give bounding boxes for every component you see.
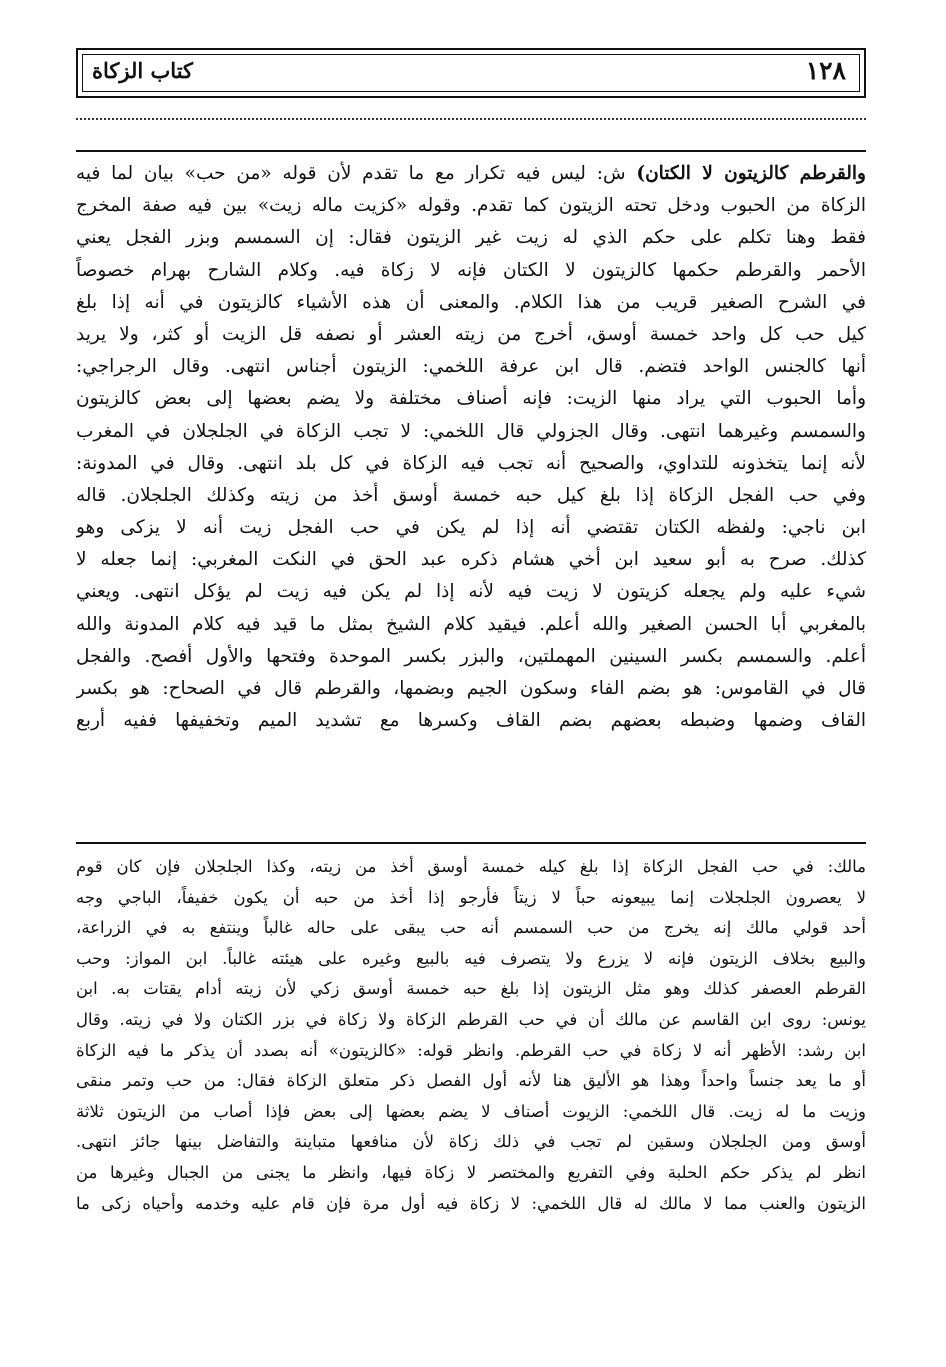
footnote-line: ابن رشد: الأظهر أنه لا زكاة في حب القرطم. وانظر قوله: «كالزيتون» أنه بصدد أن يذكر ما فيه الزكاة	[76, 1040, 866, 1060]
footnote-line: أوسق ومن الجلجلان وسقين لم تجب في ذلك زكاة لأن منافعها متباينة والتفاضل بينها جائز انتهى.	[76, 1132, 866, 1152]
footnote-line: انظر لم يذكر حكم الحلبة وفي التفريع والمختصر لا زكاة فيها، وانظر ما يجنى من الجبال وغيرها من	[76, 1162, 866, 1182]
dotted-separator	[76, 118, 866, 120]
footnote-line: مالك: في حب الفجل الزكاة إذا بلغ كيله خمسة أوسق أخذ من زيته، وكذا الجلجلان فإن كان قوم	[76, 857, 866, 876]
main-line: والسمسم وغيرهما انتهى. وقال الجزولي قال اللخمي: لا تجب الزكاة في الجلجلان في المغرب	[76, 420, 866, 442]
matn-text: والقرطم كالزيتون لا الكتان)	[636, 163, 866, 184]
footnote-line: وزيت ما له زيت. قال اللخمي: الزيوت أصناف لا يضم بعضها إلى بعض فإذا أصاب من الزيتون ثلاثة	[76, 1101, 866, 1121]
main-line	[76, 158, 866, 190]
main-line: بالمغربي أبا الحسن الصغير والله أعلم. فيقيد كلام الشيخ بمثل ما قيد فيه كلام المدونة والله	[76, 613, 866, 635]
footnote-line: يونس: روى ابن القاسم عن مالك أن في حب القرطم الزكاة ولا زكاة في بزر الكتان ولا في زيته. وقال	[76, 1009, 866, 1029]
page-number: ١٢٨	[805, 56, 846, 85]
main-line: أعلم. والسمسم بكسر السينين المهملتين، والبزر بكسر الموحدة وفتحها والأول أفصح. والفجل	[76, 645, 866, 667]
top-rule	[76, 150, 866, 152]
footnote-line: القرطم العصفر كذلك وهو مثل الزيتون إذا بلغ حبه خمسة أوسق زكي لأن زيته أدام يقتات به. ابن	[76, 979, 866, 999]
page-header	[76, 48, 866, 98]
main-line: الأحمر والقرطم حكمها كالزيتون لا الكتان فإنه لا زكاة فيه. وكلام الشارح بهرام خصوصاً	[76, 259, 866, 281]
header-inner-frame	[82, 54, 860, 92]
main-commentary	[76, 158, 866, 737]
main-line: شيء عليه ولم يجعله كزيتون لا زيت فيه لأنه إذا لم يكن فيه زيت لم يؤكل انتهى. ويعني	[76, 581, 866, 603]
main-line: وفي حب الفجل الزكاة إذا بلغ كيل حبه خمسة أوسق أخذ من زيته وكذلك الجلجلان. قاله	[76, 484, 866, 506]
footnote-section	[76, 852, 866, 1219]
main-line: لأنه إنما يتخذونه للتداوي، والصحيح أنه تجب فيه الزكاة في كل بلد انتهى. وقال في المدونة:	[76, 452, 866, 474]
commentary-text: ش: ليس فيه تكرار مع ما تقدم لأن قوله «من حب» بيان لما فيه	[76, 163, 637, 184]
main-line: قال في القاموس: هو بضم الفاء وسكون الجيم وبضمها، والقرطم قال في الصحاح: هو بكسر	[76, 678, 866, 699]
footnote-line: أحد قولي مالك إنه يخرج من حب السمسم أنه حب يبقى على حاله غالباً وينتفع به في الزراعة،	[76, 918, 866, 938]
main-line: أنها كالجنس الواحد فتضم. قال ابن عرفة اللخمي: الزيتون أجناس انتهى. وقال الرجراجي:	[76, 356, 866, 378]
main-line: كيل حب كل واحد خمسة أوسق، أخرج من زيته العشر أو نصفه قل الزيت أو كثر، ولا يريد	[76, 323, 866, 345]
footnote-line: أو ما يعد جنساً واحداً وهذا هو الأليق هنا لأنه أول الفصل ذكر متعلق الزكاة فقال: من حب وتمر منقى	[76, 1071, 866, 1091]
book-title: كتاب الزكاة	[92, 58, 194, 83]
footnote-line: لا يعصرون الجلجلات إنما يبيعونه حباً لا زيتاً فأرجو إذا أخذ من حبه أن يكون خفيفاً، الباجي وجه	[76, 887, 866, 907]
main-line: فقط وهنا تكلم على حكم الذي له زيت غير الزيتون فقال: إن السمسم وبزر الفجل يعني	[76, 227, 866, 249]
main-line: كذلك. صرح به أبو سعيد ابن أخي هشام ذكره عبد الحق في النكت المغربي: إنما جعله لا	[76, 549, 866, 571]
footnote-line: والبيع بخلاف الزيتون فإنه لا يزرع ولا يتصرف فيه بالبيع وغيره على هيئته غالباً. ابن المواز: وحب	[76, 948, 866, 968]
main-line: الزكاة من الحبوب ودخل تحته الزيتون كما تقدم. وقوله «كزيت ماله زيت» بين فيه صفة المخرج	[76, 195, 866, 217]
main-line: في الشرح الصغير قريب من هذا الكلام. والمعنى أن هذه الأشياء كالزيتون في أنه إذا بلغ	[76, 291, 866, 313]
main-line: القاف وضمها وضبطه بعضهم بضم القاف وكسرها مع تشديد الميم وتخفيفها ففيه أربع	[76, 710, 866, 732]
main-line: ابن ناجي: ولفظه الكتان تقتضي أنه إذا لم يكن في حب الفجل زيت أنه لا يزكى وهو	[76, 517, 866, 539]
footnote-line: الزيتون والعنب مما لا مالك له قال اللخمي: لا زكاة فيه أول مرة فإن قام عليه وخدمه وأحياه زكى ما	[76, 1193, 866, 1213]
main-line: وأما الحبوب التي يراد منها الزيت: فإنه أصناف مختلفة ولا يضم بعضها إلى بعض كالزيتون	[76, 388, 866, 410]
footnote-separator	[76, 842, 866, 844]
